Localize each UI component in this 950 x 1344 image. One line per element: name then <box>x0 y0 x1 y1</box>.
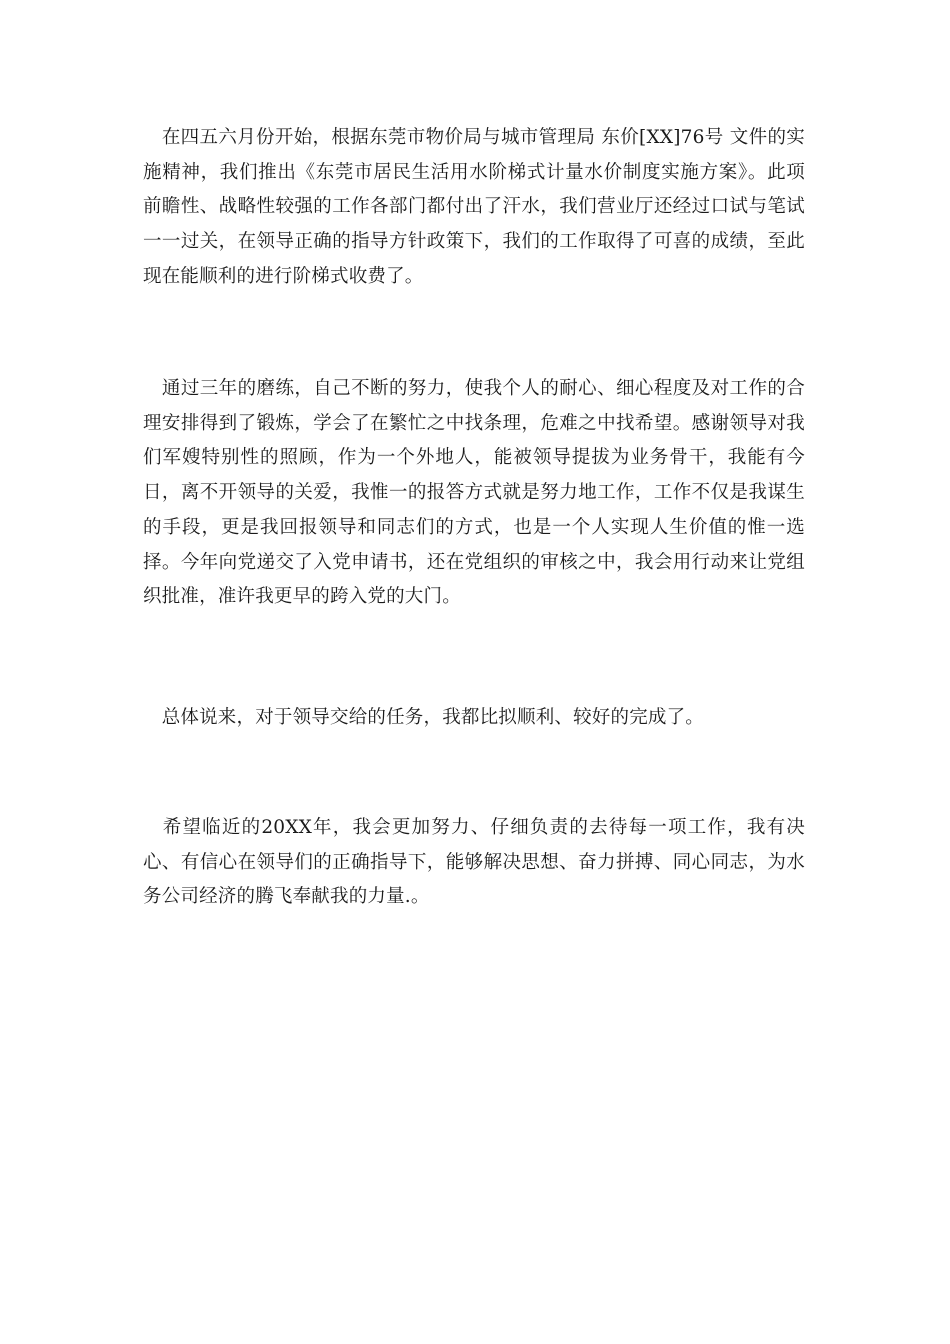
paragraph-three-years-growth: 通过三年的磨练，自己不断的努力，使我个人的耐心、细心程度及对工作的合理安排得到了锻炼，学会了在繁忙之中找条理，危难之中找希望。感谢领导对我们军嫂特别性的照顾，作为一个外地人，能被领导提拔为业务骨干，我能有今日，离不开领导的关爱，我惟一的报答方式就是努力地工作，工作不仅是我谋生的手段，更是我回报领导和同志们的方式，也是一个人实现人生价值的惟一选择。今年向党递交了入党申请书，还在党组织的审核之中，我会用行动来让党组织批准，准许我更早的跨入党的大门。 <box>143 378 805 608</box>
paragraph-water-pricing: 在四五六月份开始，根据东莞市物价局与城市管理局 东价[XX]76号 文件的实施精神，我们推出《东莞市居民生活用水阶梯式计量水价制度实施方案》。此项前瞻性、战略性较强的工作各部门都付出了汗水，我们营业厅还经过口试与笔试一一过关，在领导正确的指导方针政策下，我们的工作取得了可喜的成绩，至此现在能顺利的进行阶梯式收费了。 <box>143 127 805 287</box>
paragraph-summary: 总体说来，对于领导交给的任务，我都比拟顺利、较好的完成了。 <box>143 707 705 728</box>
paragraph-outlook: 希望临近的20XX年，我会更加努力、仔细负责的去待每一项工作，我有决心、有信心在领导们的正确指导下，能够解决思想、奋力拼搏、同心同志，为水务公司经济的腾飞奉献我的力量.。 <box>143 817 805 908</box>
